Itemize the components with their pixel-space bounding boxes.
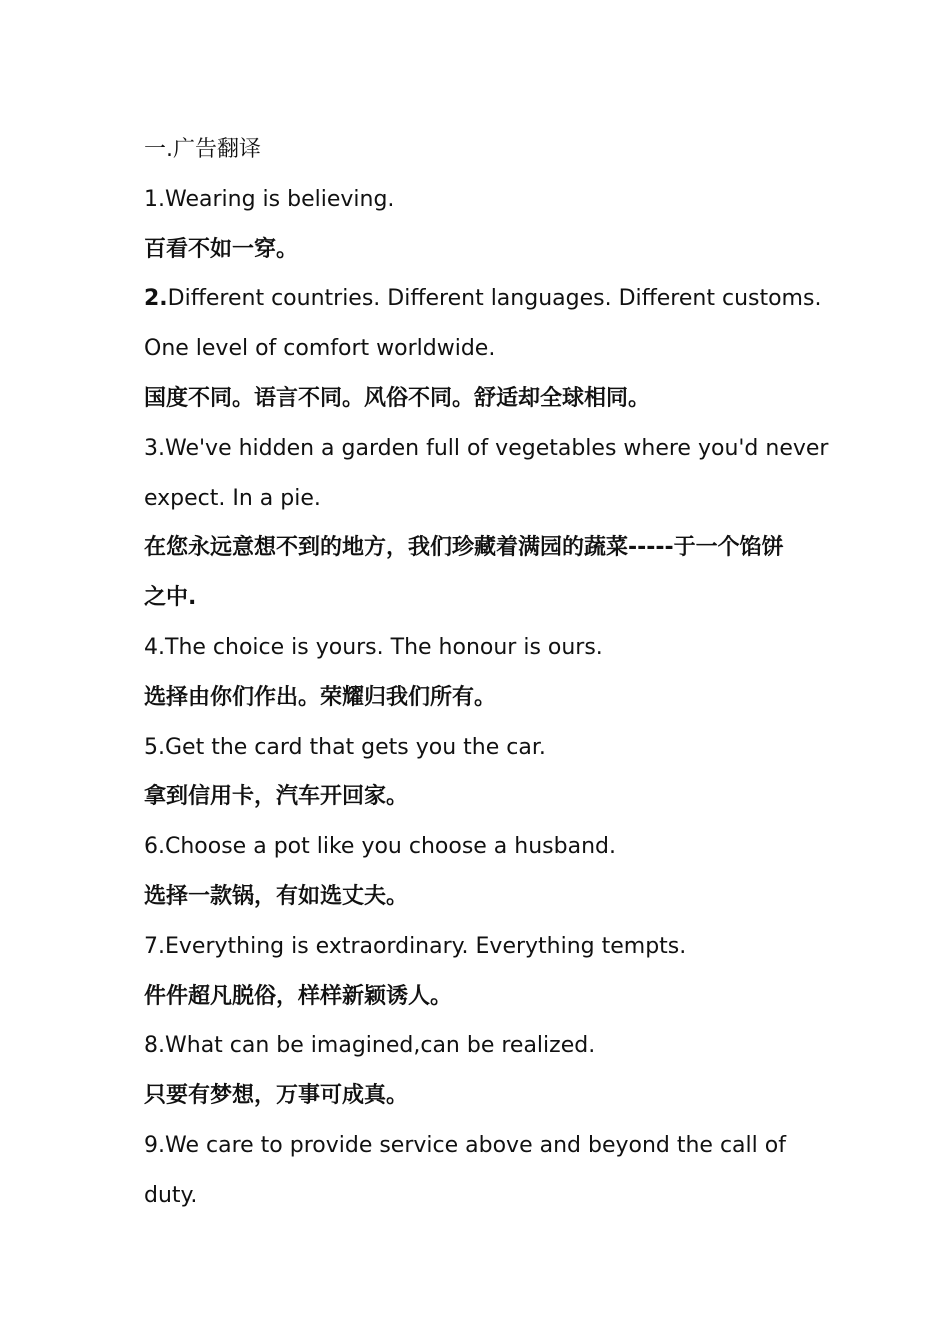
section-title: 一.广告翻译	[144, 137, 261, 162]
ad-item	[144, 723, 814, 823]
item-number: 6.	[144, 834, 165, 860]
item-number: 3.	[144, 435, 165, 461]
ad-item	[144, 1021, 814, 1121]
ad-item	[144, 1121, 814, 1221]
english-line	[144, 1021, 814, 1071]
document-body	[144, 125, 829, 1221]
english-text: Wearing is believing.	[165, 186, 395, 212]
ad-item	[144, 822, 814, 922]
item-number: 9.	[144, 1132, 165, 1158]
english-line	[144, 175, 814, 225]
chinese-translation-continued: 之中.	[144, 585, 197, 611]
english-line-continued: One level of comfort worldwide.	[144, 336, 496, 362]
english-line	[144, 723, 814, 773]
english-line	[144, 274, 822, 324]
ad-item	[144, 274, 822, 423]
english-text: Choose a pot like you choose a husband.	[165, 834, 616, 860]
chinese-translation: 选择由你们作出。荣耀归我们所有。	[144, 684, 497, 710]
english-text: We care to provide service above and beyond the call of	[165, 1132, 786, 1158]
english-line	[144, 822, 814, 872]
english-text: Get the card that gets you the car.	[165, 734, 546, 760]
english-text: The choice is yours. The honour is ours.	[165, 634, 603, 660]
chinese-translation: 只要有梦想，万事可成真。	[144, 1083, 409, 1109]
english-line	[144, 1121, 814, 1171]
item-number: 8.	[144, 1033, 165, 1059]
ad-item	[144, 922, 814, 1022]
english-text: What can be imagined,can be realized.	[165, 1033, 596, 1059]
chinese-translation: 拿到信用卡，汽车开回家。	[144, 784, 409, 810]
chinese-translation: 件件超凡脱俗，样样新颖诱人。	[144, 983, 453, 1009]
ad-item	[144, 424, 829, 623]
chinese-translation: 在您永远意想不到的地方，我们珍藏着满园的蔬菜-----于一个馅饼	[144, 535, 784, 561]
ad-item	[144, 623, 814, 723]
english-text: Different countries. Different languages. Different customs.	[167, 286, 822, 312]
item-number: 7.	[144, 933, 165, 959]
english-text: Everything is extraordinary. Everything tempts.	[165, 933, 687, 959]
english-line	[144, 922, 814, 972]
english-line-continued: duty.	[144, 1182, 198, 1208]
english-line	[144, 424, 829, 474]
ad-item	[144, 175, 814, 275]
chinese-translation: 国度不同。语言不同。风俗不同。舒适却全球相同。	[144, 385, 651, 411]
chinese-translation: 选择一款锅，有如选丈夫。	[144, 883, 409, 909]
english-text: We've hidden a garden full of vegetables where you'd never	[165, 435, 829, 461]
item-number: 1.	[144, 186, 165, 212]
english-line-continued: expect. In a pie.	[144, 485, 321, 511]
chinese-translation: 百看不如一穿。	[144, 236, 299, 262]
item-number: 5.	[144, 734, 165, 760]
item-number: 4.	[144, 634, 165, 660]
item-number: 2.	[144, 286, 168, 312]
english-line	[144, 623, 814, 673]
